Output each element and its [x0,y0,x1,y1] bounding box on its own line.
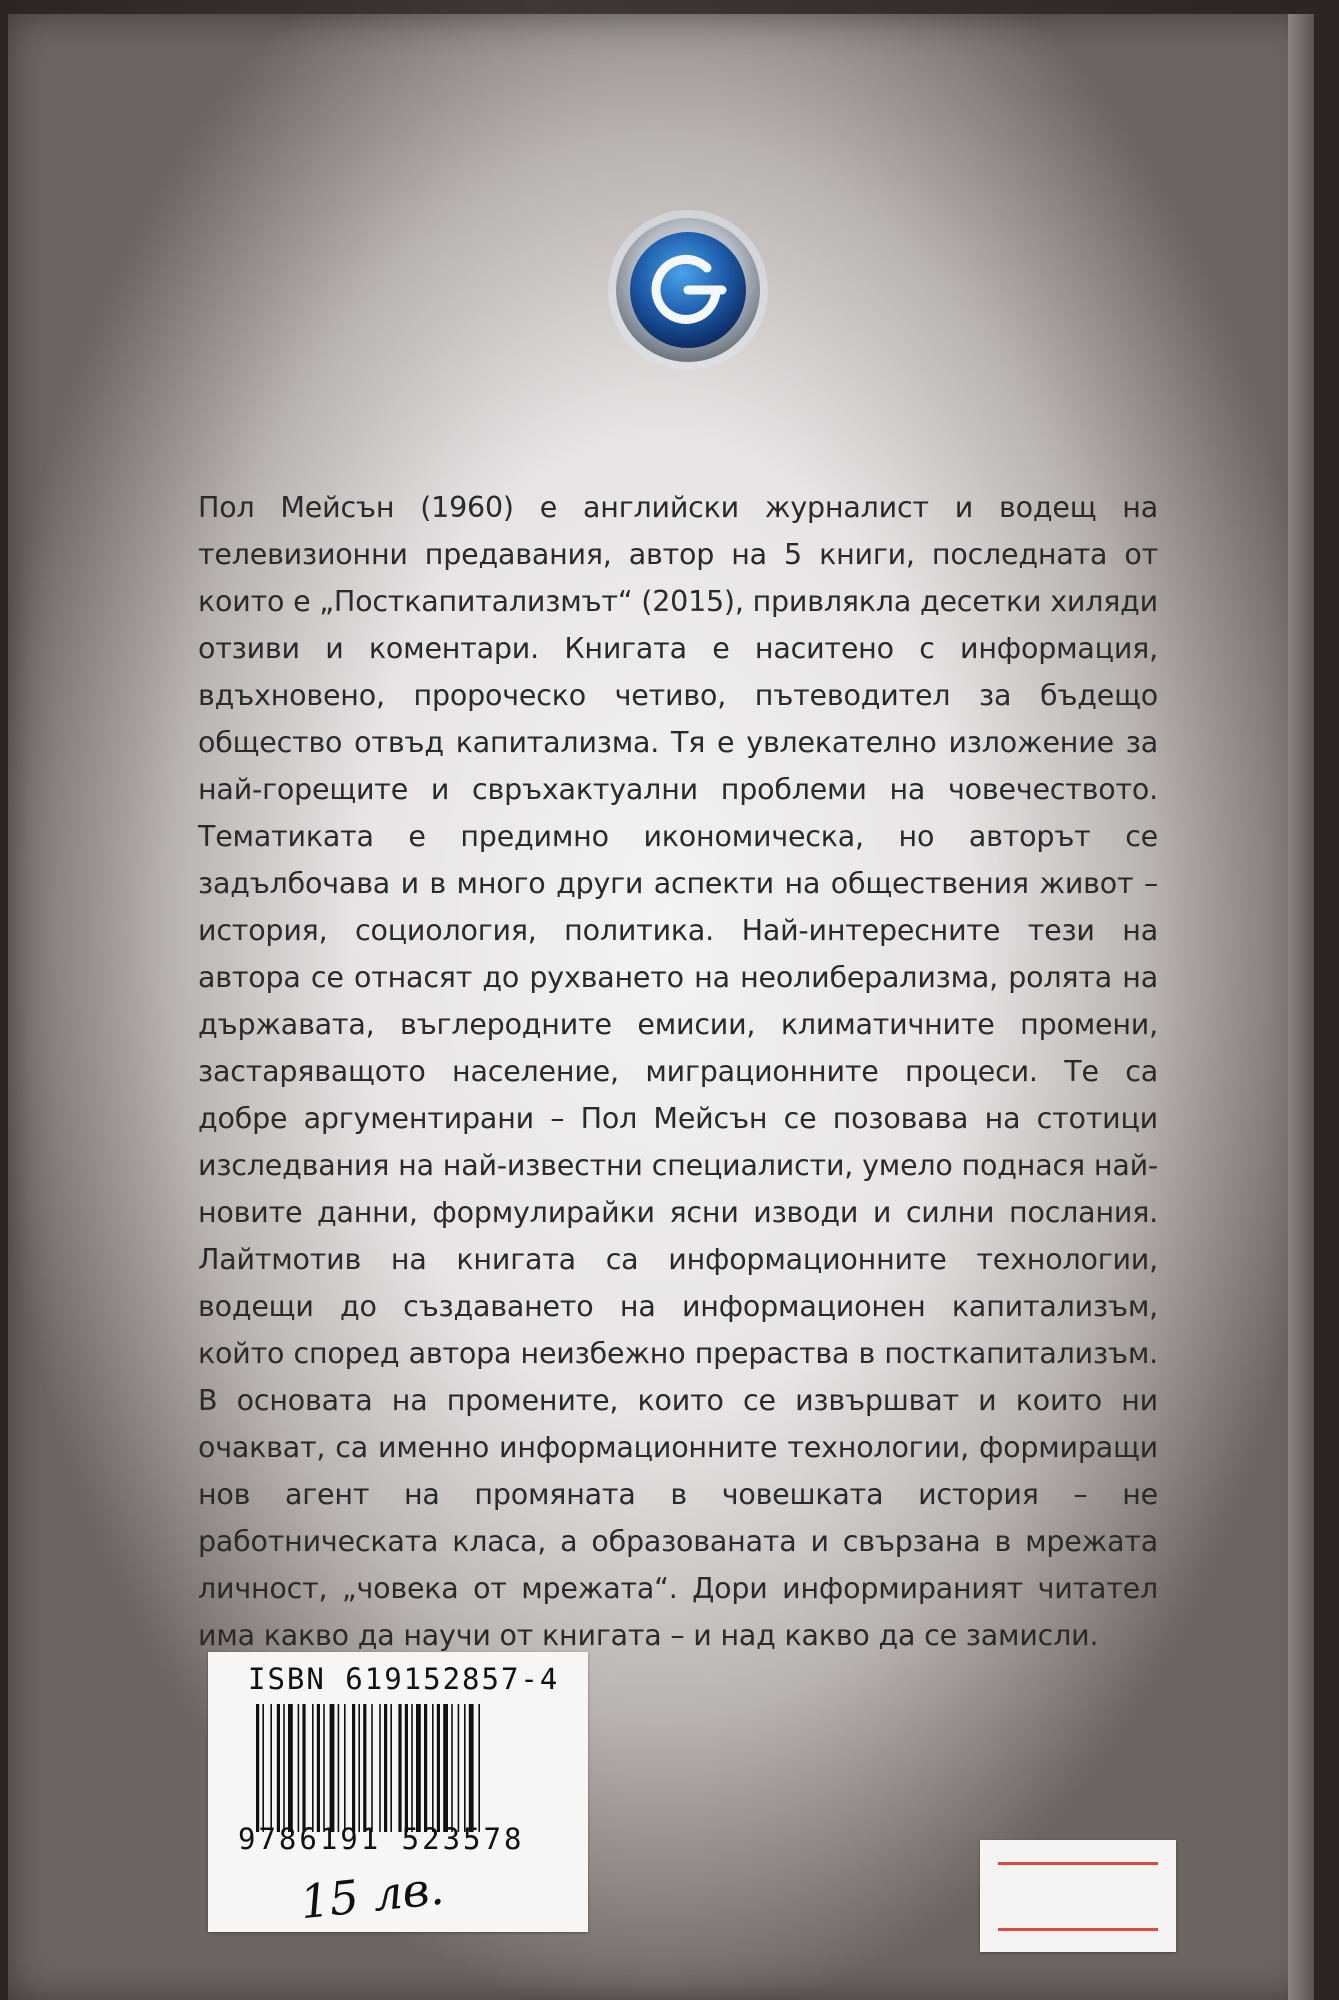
barcode-bar [398,1704,401,1832]
barcode-bar [298,1704,300,1832]
barcode-bar [416,1704,421,1832]
price-sticker-line [998,1862,1158,1865]
barcode-bar [478,1704,480,1832]
isbn-label: ISBN 619152857-4 [248,1662,560,1696]
handwritten-price: 15 лв. [297,1860,447,1930]
barcode-bar [469,1704,474,1832]
barcode-bar [437,1704,440,1832]
barcode-bar [302,1704,305,1832]
barcode-bar [283,1704,285,1832]
barcode-bar [458,1704,460,1832]
price-label-sticker [980,1840,1176,1952]
barcode-bar [451,1704,453,1832]
barcode-bar [358,1704,360,1832]
barcode-bar [464,1704,466,1832]
barcode-bar [384,1704,387,1832]
barcode-bar [371,1704,373,1832]
barcode-bar [390,1704,392,1832]
barcode-bar [256,1704,259,1832]
barcode-bar [312,1704,314,1832]
barcode-bar [432,1704,434,1832]
barcode-bar [288,1704,293,1832]
barcode-bar [411,1704,413,1832]
book-back-cover [8,14,1314,2000]
barcode-bar [344,1704,346,1832]
barcode-bar [323,1704,325,1832]
barcode-bar [379,1704,381,1832]
barcode-bar [262,1704,264,1832]
barcode-bar [363,1704,366,1832]
price-sticker-line [998,1928,1158,1931]
barcode-bar [330,1704,335,1832]
barcode [256,1704,556,1832]
barcode-bar [443,1704,448,1832]
ean-number: 9786191 523578 [238,1822,525,1856]
power-button-logo-icon [604,206,772,374]
page-edge [1288,14,1314,2000]
barcode-bar [338,1704,340,1832]
barcode-bar [424,1704,427,1832]
barcode-bar [405,1704,408,1832]
barcode-sticker [208,1652,588,1932]
back-cover-description: Пол Мейсън (1960) е английски журналист и водещ на телевизионни предавания, автор на 5 книги, последната от които е „Посткапитализмът“ (2015), привлякла десетки хиляди отзиви и коментари. Книгата е наситено с информация, вдъхновено, пророческо четиво, пътеводител за бъдещо общество отвъд капитализма. Тя е увлекателно изложение за най-горещите и свръхактуални проблеми на човечеството. Тематиката е предимно икономическа, но авторът се задълбочава и в много други аспекти на обществения живот – история, социология, политика. Най-интересните тези на автора се отнасят до рухването на неолиберализма, ролята на държавата, въглеродните емисии, климатичните промени, застаряващото население, миграционните процеси. Те са добре аргументирани – Пол Мейсън се позовава на стотици изследвания на най-известни специалисти, умело поднася най-новите данни, формулирайки ясни изводи и силни послания. Лайтмотив на книгата са информационните технологии, водещи до създаването на информационен капитализъм, който според автора неизбежно прераства в посткапитализъм. В основата на промените, които се извършват и които ни очакват, са именно информационните технологии, формиращи нов агент на промяната в човешката история – не работническата класа, а образованата и свързана в мрежата личност, „човека от мрежата“. Дори информираният читател има какво да научи от книгата – и над какво да се замисли. [198,491,1158,1652]
barcode-bar [277,1704,280,1832]
barcode-bar [352,1704,355,1832]
barcode-bar [270,1704,272,1832]
barcode-bar [317,1704,320,1832]
